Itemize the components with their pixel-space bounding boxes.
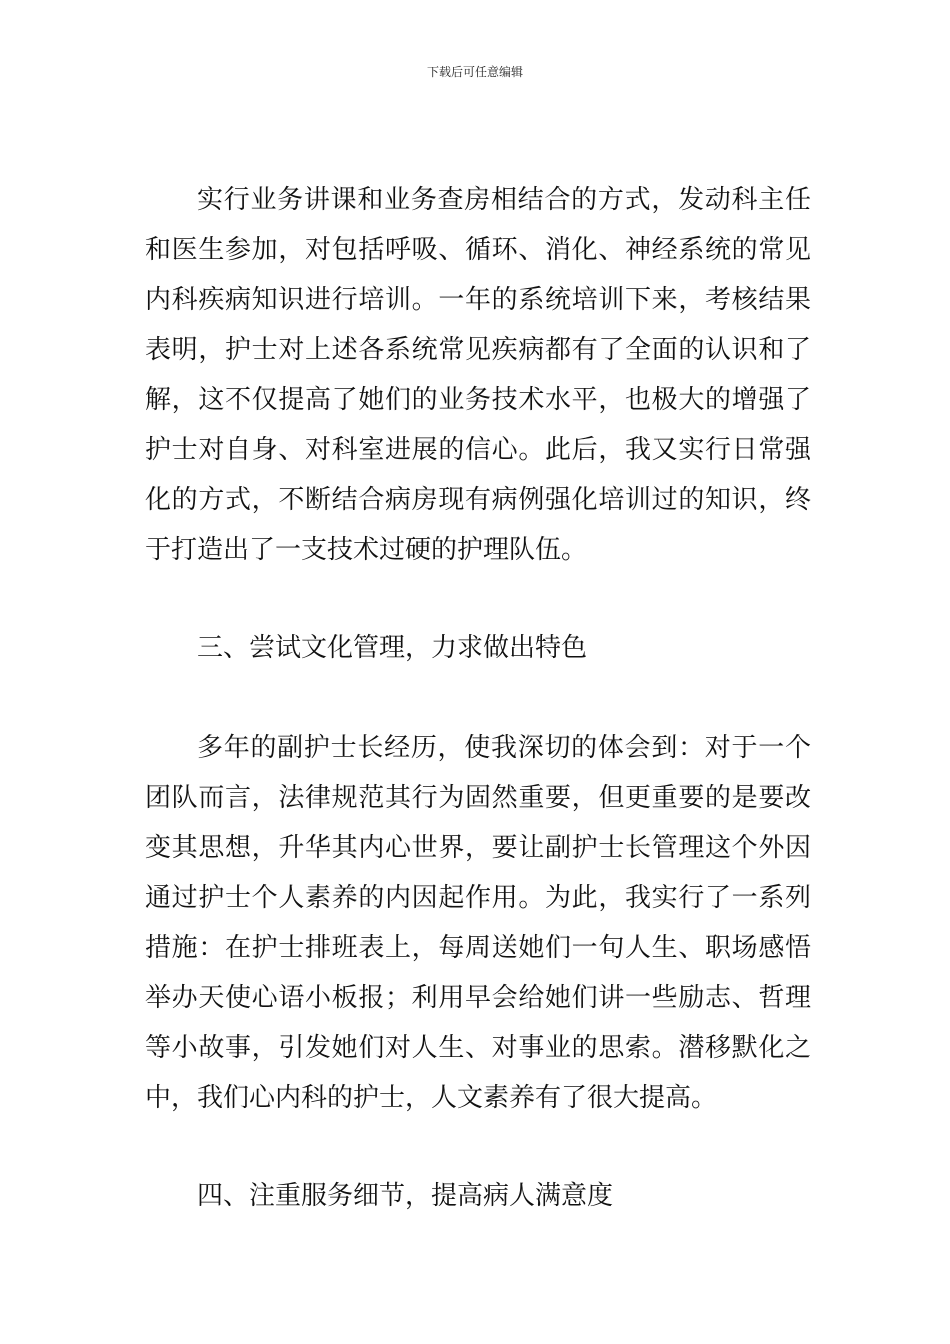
paragraph-training: 实行业务讲课和业务查房相结合的方式，发动科主任和医生参加，对包括呼吸、循环、消化、神经系统的常见内科疾病知识进行培训。一年的系统培训下来，考核结果表明，护士对上述各系统常见疾病都有了全面的认识和了解，这不仅提高了她们的业务技术水平，也极大的增强了护士对自身、对科室进展的信心。此后，我又实行日常强化的方式，不断结合病房现有病例强化培训过的知识，终于打造出了一支技术过硬的护理队伍。: [145, 185, 811, 565]
paragraph-culture-management: 多年的副护士长经历，使我深切的体会到：对于一个团队而言，法律规范其行为固然重要，但更重要的是要改变其思想，升华其内心世界，要让副护士长管理这个外因通过护士个人素养的内因起作用。为此，我实行了一系列措施：在护士排班表上，每周送她们一句人生、职场感悟举办天使心语小板报；利用早会给她们讲一些励志、哲理等小故事，引发她们对人生、对事业的思索。潜移默化之中，我们心内科的护士，人文素养有了很大提高。: [145, 733, 811, 1113]
section-heading-culture-management: 三、尝试文化管理，力求做出特色: [197, 633, 588, 663]
section-heading-service-details: 四、注重服务细节，提高病人满意度: [197, 1181, 614, 1211]
page-header: 下载后可任意编辑: [426, 65, 523, 79]
